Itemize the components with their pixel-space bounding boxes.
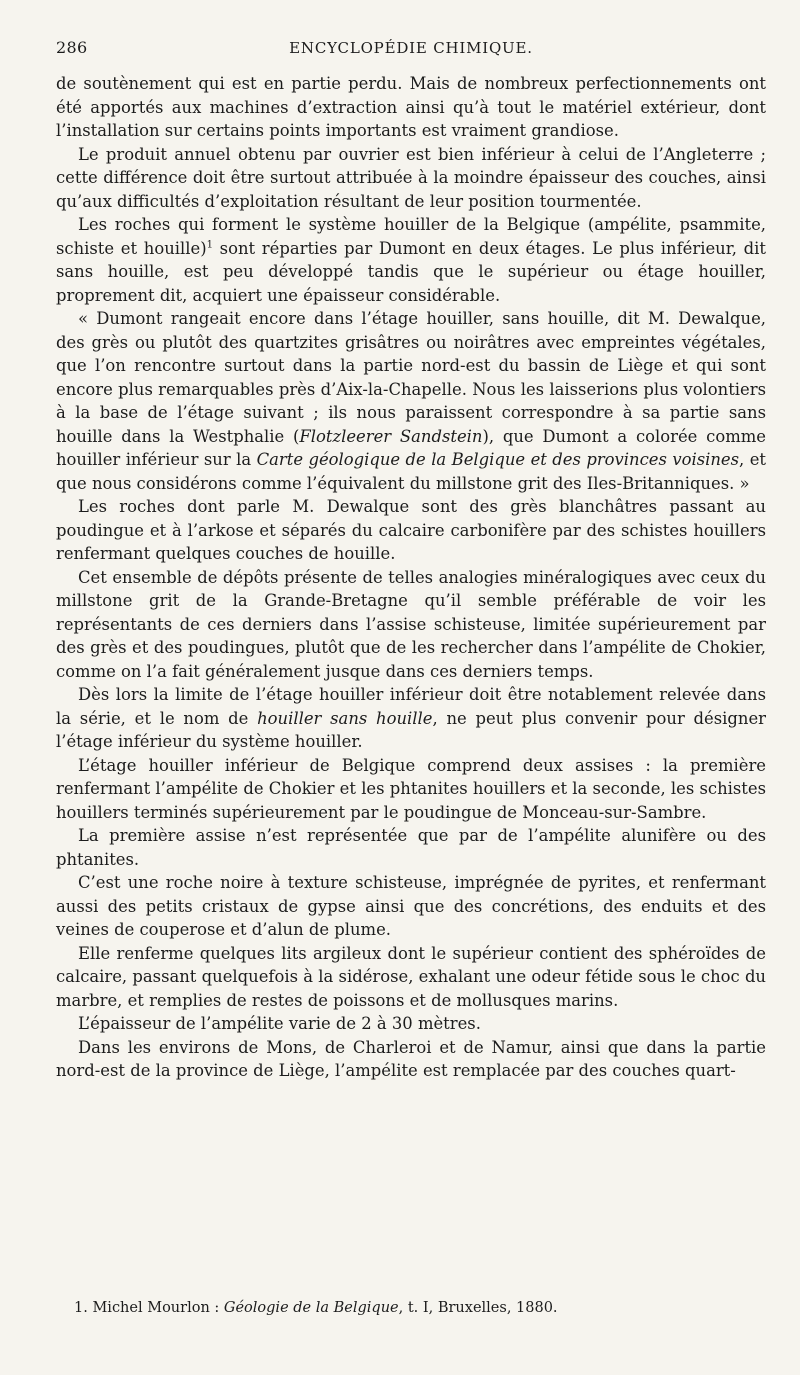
italic-term: Flotzleerer Sandstein — [299, 426, 483, 446]
paragraph: Elle renferme quelques lits argileux dont le supérieur contient des sphéroïdes de calcaire, passant quelquefois à la sidérose, exhalant une odeur fétide sous le choc du marbre, et remplies de restes de poissons et de mollusques marins. — [56, 943, 766, 1010]
footnote — [56, 1298, 766, 1318]
page-number: 286 — [56, 38, 88, 57]
paragraph: La première assise n’est représentée que par de l’ampélite alunifère ou des phtanites. — [56, 826, 766, 869]
paragraph: Les roches dont parle M. Dewalque sont des grès blanchâtres passant au poudingue et à l’arkose et séparés du calcaire carbonifère par des schistes houillers renfermant quelques couches de houille. — [56, 497, 766, 563]
paragraph-text: Les roches qui forment le système houiller de la Belgique (ampélite, psammite, schiste et houille) — [56, 215, 766, 258]
paragraph: Le produit annuel obtenu par ouvrier est bien inférieur à celui de l’Angleterre ; cette différence doit être surtout attribuée à la moindre épaisseur des couches, ainsi qu’aux difficultés d’exploitation résultant de leur position tourmentée. — [56, 144, 766, 211]
paragraph — [56, 213, 766, 307]
footnote-rest: , t. I, Bruxelles, 1880. — [398, 1300, 558, 1316]
italic-term: houiller sans houille — [257, 708, 433, 728]
paragraph: de soutènement qui est en partie perdu. Mais de nombreux perfectionnements ont été apportés aux machines d’extraction ainsi qu’à tout le matériel extérieur, dont l’installation sur certains points importants est vraiment grandiose. — [56, 74, 766, 140]
paragraph-text: , et que nous considérons comme l’équivalent du millstone grit des Iles-Britanniques. » — [56, 450, 766, 493]
paragraph-text: Dès lors la limite de l’étage houiller inférieur doit être notablement relevée dans la série, et le nom de — [56, 685, 766, 728]
page-header — [56, 38, 766, 68]
paragraph: C’est une roche noire à texture schisteuse, imprégnée de pyrites, et renfermant aussi des petits cristaux de gypse ainsi que des concrétions, des enduits et des veines de couperose et d’alun de plume. — [56, 873, 766, 939]
paragraph-text: ), que Dumont a colorée comme houiller inférieur sur la — [56, 426, 766, 469]
footnote-author: Michel Mourlon : — [92, 1300, 224, 1316]
paragraph: L’épaisseur de l’ampélite varie de 2 à 30 mètres. — [78, 1014, 481, 1033]
footnote-reference: 1 — [206, 239, 213, 251]
footnote-marker: 1. — [74, 1300, 93, 1316]
paragraph — [56, 683, 766, 754]
footnote-title: Géologie de la Belgique — [223, 1300, 399, 1316]
paragraph-text: sont réparties par Dumont en deux étages. Le plus inférieur, dit sans houille, est peu développé tandis que le supérieur ou étage houiller, proprement dit, acquiert une épaisseur considérable. — [56, 238, 766, 305]
running-title: ENCYCLOPÉDIE CHIMIQUE. — [289, 39, 533, 57]
italic-title: Carte géologique de la Belgique et des provinces voisines — [256, 450, 740, 469]
paragraph: Dans les environs de Mons, de Charleroi et de Namur, ainsi que dans la partie nord-est de la province de Liège, l’ampélite est remplacée par des couches quart- — [56, 1037, 766, 1080]
quotation-paragraph — [56, 307, 766, 495]
body-text — [56, 72, 766, 1083]
paragraph: L’étage houiller inférieur de Belgique comprend deux assises : la première renfermant l’ampélite de Chokier et les phtanites houillers et la seconde, les schistes houillers terminés supérieurement par le poudingue de Monceau-sur-Sambre. — [56, 755, 766, 822]
paragraph-text: , ne peut plus convenir pour désigner l’étage inférieur du système houiller. — [56, 708, 766, 751]
paragraph: Cet ensemble de dépôts présente de telles analogies minéralogiques avec ceux du millstone grit de la Grande-Bretagne qu’il semble préférable de voir les représentants de ces derniers dans l’assise schisteuse, limitée supérieurement par des grès et des poudingues, plutôt que de les rechercher dans l’ampélite de Chokier, comme on l’a fait généralement jusque dans ces derniers temps. — [56, 567, 766, 681]
paragraph-text: « Dumont rangeait encore dans l’étage houiller, sans houille, dit M. Dewalque, des grès ou plutôt des quartzites grisâtres ou noirâtres avec empreintes végétales, que l’on rencontre surtout dans la partie nord-est du bassin de Liège et qui sont encore plus remarquables près d’Aix-la-Chapelle. Nous les laisserions plus volontiers à la base de l’étage suivant ; ils nous paraissent correspondre à sa partie sans houille dans la Westphalie ( — [56, 309, 766, 446]
